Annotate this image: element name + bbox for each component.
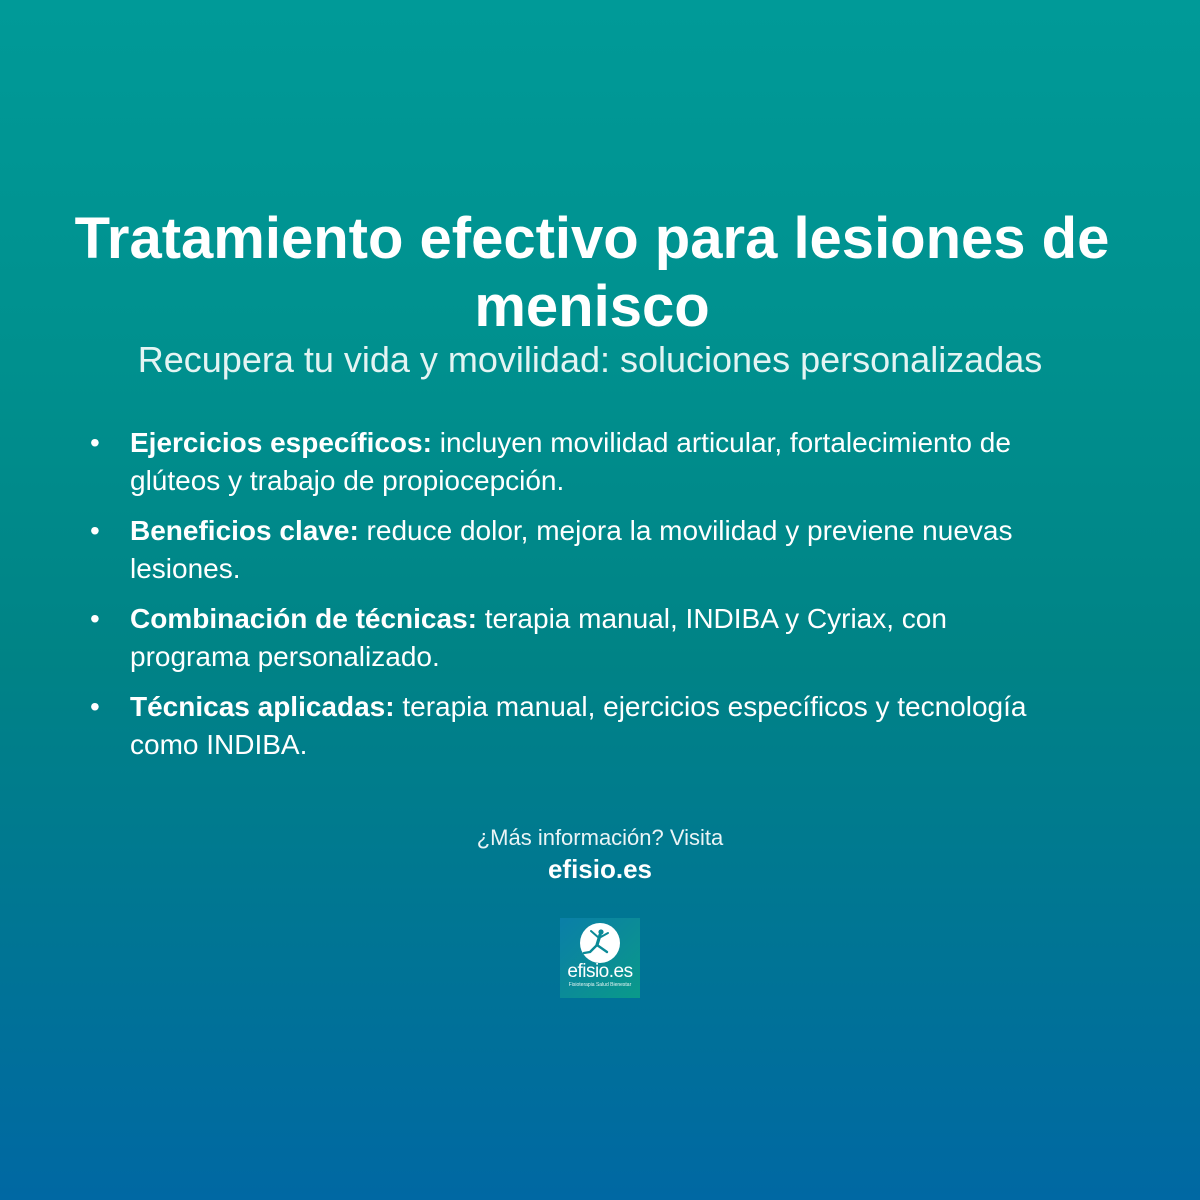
benefit-item-exercises (90, 424, 1050, 500)
bullet-icon: • (90, 691, 100, 722)
benefit-text: reduce dolor, mejora la movilidad y previene nuevas lesiones. (130, 515, 1013, 584)
benefit-label: Combinación de técnicas: (130, 603, 477, 634)
benefit-item-technique-combination (90, 600, 1050, 676)
benefit-text: incluyen movilidad articular, fortalecimiento de glúteos y trabajo de propiocepción. (130, 427, 1011, 496)
logo-tagline: Fisioterapia Salud Bienestar (568, 982, 632, 988)
logo-wordmark: efisio.es (567, 961, 633, 982)
benefit-item-applied-techniques (90, 688, 1050, 764)
bullet-icon: • (90, 515, 100, 546)
benefit-label: Beneficios clave: (130, 515, 359, 546)
benefit-text: terapia manual, INDIBA y Cyriax, con programa personalizado. (130, 603, 947, 672)
benefits-list (90, 424, 1050, 776)
bullet-icon: • (90, 603, 100, 634)
benefit-label: Técnicas aplicadas: (130, 691, 395, 722)
benefit-text: terapia manual, ejercicios específicos y tecnología como INDIBA. (130, 691, 1027, 760)
page-title-line-1: Tratamiento efectivo para lesiones de (74, 206, 1110, 271)
benefit-item-key-benefits (90, 512, 1050, 588)
page-title (0, 205, 1200, 341)
bullet-icon: • (90, 427, 100, 458)
page-title-line-2: menisco (474, 274, 710, 339)
more-info-text: ¿Más información? Visita (476, 825, 724, 850)
page-subtitle: Recupera tu vida y movilidad: soluciones personalizadas (137, 339, 1043, 380)
website-link[interactable]: efisio.es (547, 854, 653, 884)
efisio-logo[interactable] (560, 918, 640, 998)
benefit-label: Ejercicios específicos: (130, 427, 432, 458)
